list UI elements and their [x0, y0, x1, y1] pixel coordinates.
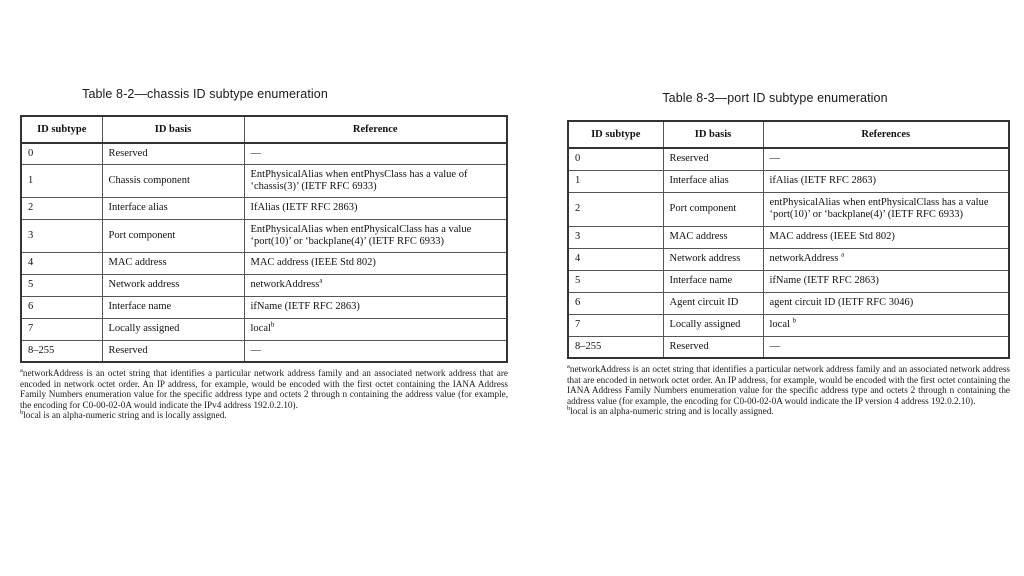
reference-text: — — [769, 153, 780, 165]
id-basis-cell: MAC address — [663, 226, 763, 248]
footnote — [567, 406, 1010, 417]
table-row — [568, 314, 1009, 336]
id-subtype-cell: 3 — [21, 219, 102, 252]
table-row — [568, 226, 1009, 248]
reference-text: agent circuit ID (IETF RFC 3046) — [769, 297, 914, 308]
table-row — [568, 248, 1009, 270]
id-subtype-cell: 6 — [568, 292, 663, 314]
table-row — [21, 252, 507, 274]
id-basis-cell: Reserved — [102, 340, 244, 362]
reference-cell — [244, 219, 507, 252]
footnote-marker: b — [270, 320, 275, 329]
reference-cell — [244, 164, 507, 197]
footnote — [20, 368, 508, 410]
reference-text: networkAddress — [769, 253, 839, 264]
id-subtype-cell: 2 — [21, 197, 102, 219]
column-header: References — [763, 121, 1009, 148]
footnote-marker: a — [20, 366, 23, 374]
id-subtype-cell: 3 — [568, 226, 663, 248]
id-basis-cell: Chassis component — [102, 164, 244, 197]
id-basis-cell: Reserved — [102, 143, 244, 164]
id-basis-cell: Reserved — [663, 336, 763, 358]
column-header: ID subtype — [21, 116, 102, 143]
reference-cell — [763, 336, 1009, 358]
column-header: ID basis — [663, 121, 763, 148]
reference-cell — [244, 340, 507, 362]
id-basis-cell: Port component — [663, 192, 763, 226]
id-subtype-cell: 8–255 — [568, 336, 663, 358]
port-id-subtype-table — [567, 120, 1010, 359]
footnote-marker: a — [567, 362, 570, 370]
table-row — [21, 296, 507, 318]
reference-cell — [763, 226, 1009, 248]
column-header: Reference — [244, 116, 507, 143]
id-subtype-cell: 7 — [21, 318, 102, 340]
id-subtype-cell: 4 — [21, 252, 102, 274]
footnote-text: networkAddress is an octet string that identifies a particular network address family and an associated network address that are encoded in network octet order. An IP address, for example, would be encoded with the first octet containing the IANA Address Family Numbers enumeration value for the specific address type and octets 2 through n containing the address value (for example, the encoding for C0-00-02-0A would indicate the IP version 4 address 192.0.2.10). — [567, 364, 1010, 406]
reference-cell — [244, 274, 507, 296]
reference-text: MAC address (IEEE Std 802) — [250, 257, 376, 268]
reference-text: — — [250, 344, 261, 356]
reference-text: — — [250, 147, 261, 159]
reference-text: networkAddress — [250, 279, 320, 290]
id-basis-cell: Interface name — [102, 296, 244, 318]
reference-cell — [763, 292, 1009, 314]
reference-cell — [244, 318, 507, 340]
table-row — [568, 292, 1009, 314]
reference-text: MAC address (IEEE Std 802) — [769, 231, 895, 242]
id-basis-cell: Network address — [663, 248, 763, 270]
reference-text: local — [769, 319, 790, 330]
id-basis-cell: Agent circuit ID — [663, 292, 763, 314]
footnote-text: local is an alpha-numeric string and is locally assigned. — [570, 406, 774, 417]
reference-text: EntPhysicalAlias when entPhysClass has a value of ‘chassis(3)’ (IETF RFC 6933) — [250, 168, 468, 192]
reference-cell — [244, 252, 507, 274]
table-row — [21, 164, 507, 197]
id-basis-cell: Locally assigned — [102, 318, 244, 340]
id-subtype-cell: 8–255 — [21, 340, 102, 362]
reference-text: ifName (IETF RFC 2863) — [250, 301, 360, 312]
reference-text: ifName (IETF RFC 2863) — [769, 275, 879, 286]
table-row — [21, 340, 507, 362]
id-basis-cell: Interface name — [663, 270, 763, 292]
id-basis-cell: Interface alias — [102, 197, 244, 219]
id-basis-cell: MAC address — [102, 252, 244, 274]
column-header: ID basis — [102, 116, 244, 143]
reference-text: — — [769, 340, 780, 352]
table-8-2-panel — [20, 86, 508, 421]
column-header: ID subtype — [568, 121, 663, 148]
table-row — [21, 197, 507, 219]
chassis-id-subtype-table — [20, 115, 508, 363]
reference-text: ifAlias (IETF RFC 2863) — [769, 175, 876, 186]
id-subtype-cell: 4 — [568, 248, 663, 270]
table-row — [568, 270, 1009, 292]
table-header-row — [21, 116, 507, 143]
reference-cell — [763, 314, 1009, 336]
footnote-marker: a — [319, 276, 323, 285]
table-row — [568, 192, 1009, 226]
id-basis-cell: Interface alias — [663, 170, 763, 192]
reference-text: EntPhysicalAlias when entPhysicalClass has a value ‘port(10)’ or ‘backplane(4)’ (IETF RFC 6933) — [250, 223, 472, 247]
id-subtype-cell: 6 — [21, 296, 102, 318]
reference-cell — [244, 143, 507, 164]
id-subtype-cell: 5 — [568, 270, 663, 292]
table-footnotes — [567, 364, 1010, 417]
table-row — [568, 336, 1009, 358]
footnote-marker: a — [840, 250, 845, 259]
footnote — [567, 364, 1010, 406]
footnote-marker: b — [567, 405, 571, 413]
id-subtype-cell: 0 — [21, 143, 102, 164]
table-8-3-panel — [567, 90, 1010, 417]
reference-cell — [763, 270, 1009, 292]
id-basis-cell: Locally assigned — [663, 314, 763, 336]
reference-text: local — [250, 323, 271, 334]
id-subtype-cell: 5 — [21, 274, 102, 296]
footnote-marker: b — [20, 409, 24, 417]
table-row — [21, 143, 507, 164]
id-subtype-cell: 0 — [568, 148, 663, 170]
reference-cell — [244, 296, 507, 318]
table-row — [568, 170, 1009, 192]
table-row — [21, 318, 507, 340]
reference-cell — [763, 248, 1009, 270]
table-row — [21, 219, 507, 252]
reference-cell — [763, 192, 1009, 226]
footnote-marker: b — [792, 316, 797, 325]
id-subtype-cell: 1 — [21, 164, 102, 197]
id-subtype-cell: 2 — [568, 192, 663, 226]
table-row — [21, 274, 507, 296]
reference-cell — [763, 148, 1009, 170]
reference-text: entPhysicalAlias when entPhysicalClass has a value ‘port(10)’ or ‘backplane(4)’ (IETF RFC 6933) — [769, 197, 989, 220]
id-subtype-cell: 1 — [568, 170, 663, 192]
table-header-row — [568, 121, 1009, 148]
table-footnotes — [20, 368, 508, 421]
footnote-text: local is an alpha-numeric string and is locally assigned. — [23, 410, 227, 421]
id-basis-cell: Network address — [102, 274, 244, 296]
id-basis-cell: Reserved — [663, 148, 763, 170]
footnote — [20, 410, 508, 421]
table-title: Table 8-2—chassis ID subtype enumeration — [82, 87, 328, 101]
footnote-text: networkAddress is an octet string that identifies a particular network address family and an associated network address that are encoded in network octet order. An IP address, for example, would be encoded with the first octet containing the IANA Address Family Numbers enumeration value for the specific address type and octets 2 through n containing the address value (for example, the encoding for C0-00-02-0A would indicate the IPv4 address 192.0.2.10). — [20, 368, 508, 410]
id-basis-cell: Port component — [102, 219, 244, 252]
id-subtype-cell: 7 — [568, 314, 663, 336]
table-title: Table 8-3—port ID subtype enumeration — [662, 91, 888, 105]
table-row — [568, 148, 1009, 170]
reference-cell — [244, 197, 507, 219]
reference-text: IfAlias (IETF RFC 2863) — [250, 202, 358, 213]
reference-cell — [763, 170, 1009, 192]
